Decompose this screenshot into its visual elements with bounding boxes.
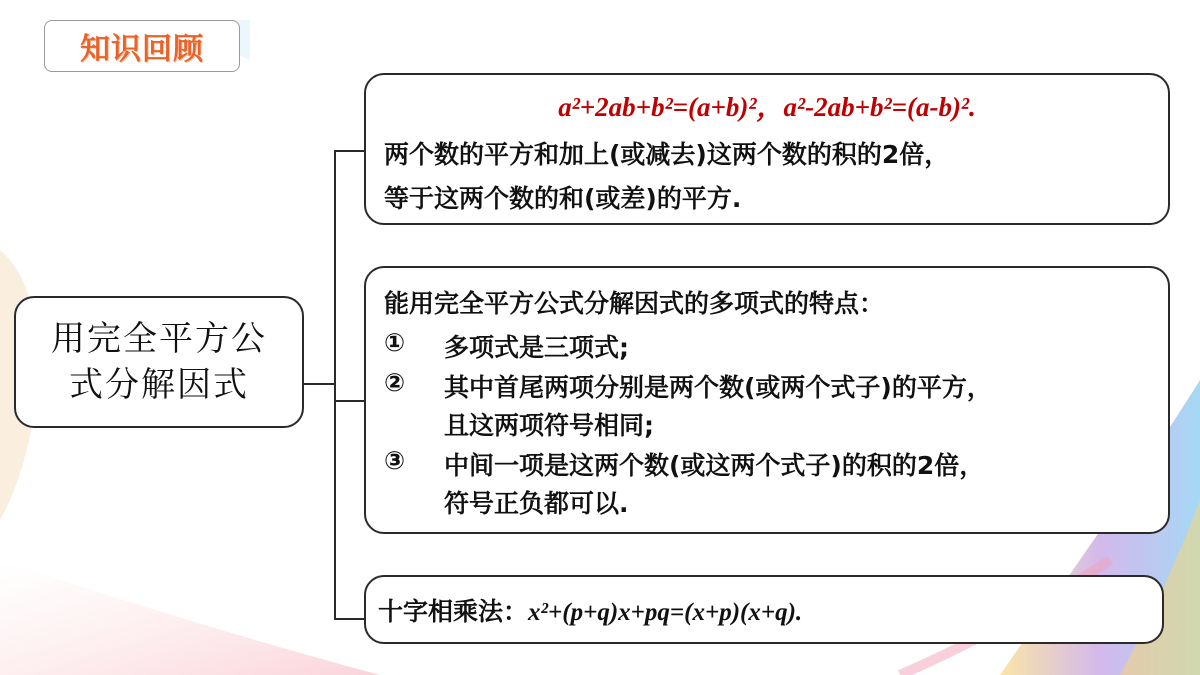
connector-to-box3 xyxy=(334,618,364,620)
cross-multiplication-label: 十字相乘法： xyxy=(378,597,529,626)
item-marker: ③ xyxy=(384,446,406,475)
connector-vertical xyxy=(334,150,336,620)
item-2-line1: 其中首尾两项分别是两个数(或两个式子)的平方， xyxy=(444,373,992,402)
connector-horizontal-main xyxy=(304,383,336,385)
perfect-square-formula: a²+2ab+b²=(a+b)²，a²-2ab+b²=(a-b)². xyxy=(558,92,976,122)
formula-description-line2: 等于这两个数的和(或差)的平方. xyxy=(384,184,742,213)
main-topic-box xyxy=(14,296,304,428)
item-2-line2: 且这两项符号相同; xyxy=(444,411,654,440)
item-3-line2: 符号正负都可以. xyxy=(444,489,629,518)
section-title: 知识回顾 xyxy=(80,32,204,67)
item-3-line1: 中间一项是这两个数(或这两个式子)的积的2倍， xyxy=(444,451,985,480)
main-topic-line2: 式分解因式 xyxy=(69,365,249,405)
main-topic-line1: 用完全平方公 xyxy=(51,319,267,359)
characteristics-heading: 能用完全平方公式分解因式的多项式的特点： xyxy=(384,289,885,318)
item-marker: ① xyxy=(384,328,406,357)
perfect-square-formula-box xyxy=(364,73,1170,225)
characteristics-box xyxy=(364,266,1170,534)
cross-multiplication-formula: x²+(p+q)x+pq=(x+p)(x+q). xyxy=(528,599,803,626)
item-marker: ② xyxy=(384,368,406,397)
cross-multiplication-box xyxy=(364,575,1164,644)
item-1-line1: 多项式是三项式; xyxy=(444,333,629,362)
connector-to-box1 xyxy=(334,150,364,152)
section-title-badge xyxy=(44,20,240,72)
formula-description-line1: 两个数的平方和加上(或减去)这两个数的积的2倍， xyxy=(384,140,950,169)
connector-to-box2 xyxy=(334,400,364,402)
cross-multiplication-text xyxy=(378,592,802,628)
